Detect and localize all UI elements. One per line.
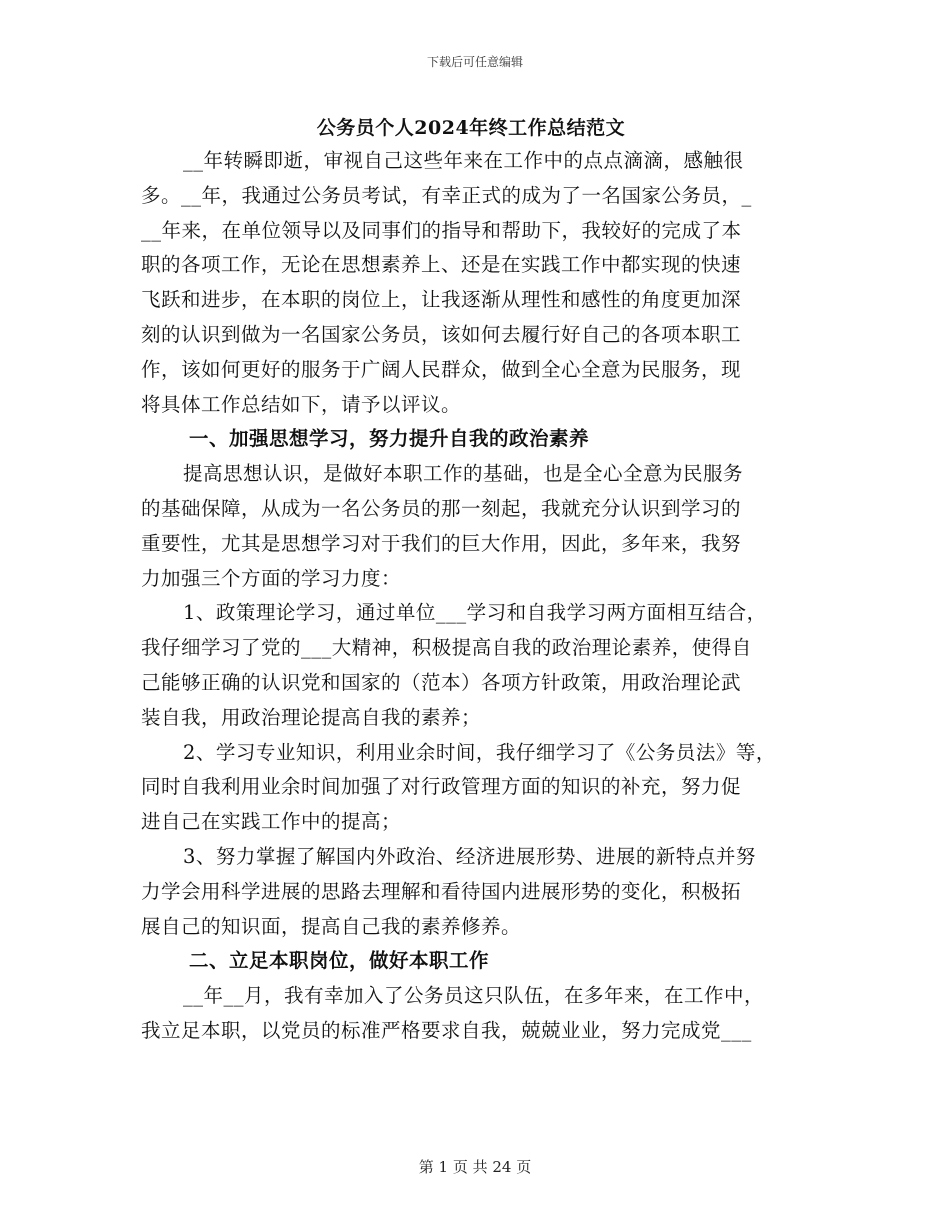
text-line: __年转瞬即逝，审视自己这些年来在工作中的点点滴滴，感触很 [183, 149, 744, 172]
section2-paragraph [141, 979, 801, 1049]
text-line: 2、学习专业知识，利用业余时间，我仔细学习了《公务员法》等， [183, 740, 776, 764]
list-item-3 [141, 840, 801, 944]
section-heading-1: 一、加强思想学习，努力提升自我的政治素养 [189, 427, 590, 451]
page-header: 下载后可任意编辑 [426, 55, 523, 69]
text-line: 进自己在实践工作中的提高； [141, 810, 402, 834]
document-title: 公务员个人2024年终工作总结范文 [316, 117, 626, 139]
text-line: 的基础保障，从成为一名公务员的那一刻起，我就充分认识到学习的 [141, 496, 742, 520]
list-item-2 [141, 736, 801, 840]
page-footer: 第 1 页 共 24 页 [418, 1158, 532, 1176]
text-line: 1、政策理论学习，通过单位___学习和自我学习两方面相互结合， [183, 601, 767, 625]
section-heading-2: 二、立足本职岗位，做好本职工作 [189, 949, 490, 973]
text-line: 重要性，尤其是思想学习对于我们的巨大作用，因此，多年来，我努 [141, 531, 742, 555]
intro-paragraph [141, 144, 801, 422]
text-line: 3、努力掌握了解国内外政治、经济进展形势、进展的新特点并努 [183, 844, 756, 868]
text-line: 将具体工作总结如下，请予以评议。 [141, 392, 462, 416]
text-line: 同时自我利用业余时间加强了对行政管理方面的知识的补充，努力促 [141, 775, 742, 799]
text-line: 展自己的知识面，提高自己我的素养修养。 [141, 914, 522, 938]
text-line: __年__月，我有幸加入了公务员这只队伍，在多年来，在工作中， [183, 984, 765, 1008]
text-line: 职的各项工作，无论在思想素养上、还是在实践工作中都实现的快速 [141, 253, 742, 277]
text-line: 飞跃和进步，在本职的岗位上，让我逐渐从理性和感性的角度更加深 [141, 288, 742, 312]
text-line: 我仔细学习了党的___大精神，积极提高自我的政治理论素养，使得自 [141, 636, 752, 660]
text-line: 我立足本职，以党员的标准严格要求自我，兢兢业业，努力完成党___ [141, 1018, 752, 1042]
text-line: 力学会用科学进展的思路去理解和看待国内进展形势的变化，积极拓 [141, 879, 742, 903]
text-line: __年来，在单位领导以及同事们的指导和帮助下，我较好的完成了本 [141, 218, 742, 242]
text-line: 装自我，用政治理论提高自我的素养； [141, 705, 482, 729]
text-line: 提高思想认识，是做好本职工作的基础，也是全心全意为民服务 [183, 462, 744, 486]
text-line: 刻的认识到做为一名国家公务员，该如何去履行好自己的各项本职工 [141, 322, 742, 346]
text-line: 己能够正确的认识党和国家的（范本）各项方针政策，用政治理论武 [141, 670, 742, 694]
text-line: 多。__年，我通过公务员考试，有幸正式的成为了一名国家公务员，_ [141, 183, 752, 207]
text-line: 作，该如何更好的服务于广阔人民群众，做到全心全意为民服务，现 [141, 357, 742, 381]
section1-paragraph [141, 457, 801, 596]
document-body [141, 112, 801, 1049]
list-item-1 [141, 596, 801, 735]
text-line: 力加强三个方面的学习力度： [141, 566, 402, 590]
